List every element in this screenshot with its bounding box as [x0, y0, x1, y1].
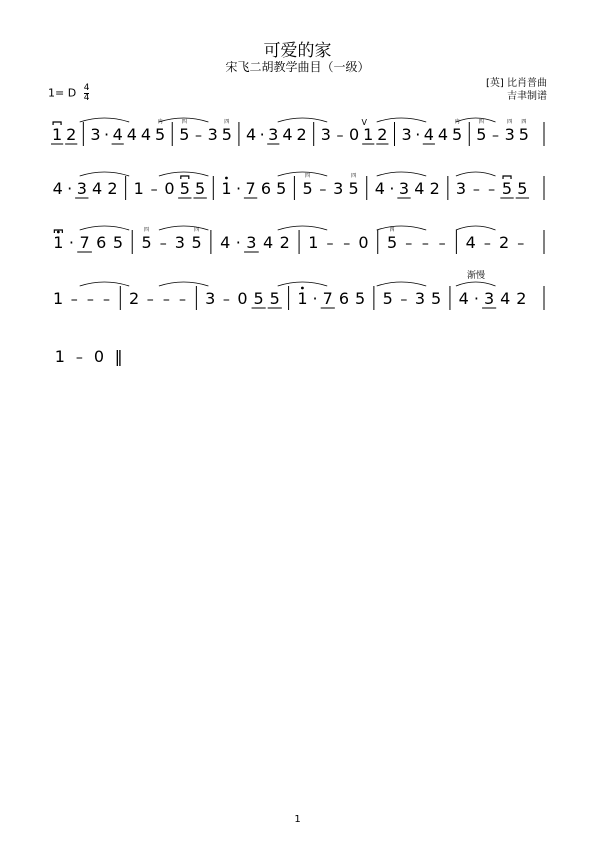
- staff-svg: [50, 116, 545, 156]
- note: 5: [269, 289, 280, 308]
- note: 2: [107, 179, 118, 198]
- slur: [377, 226, 427, 230]
- string-mark: 四: [194, 227, 200, 233]
- slur: [80, 282, 130, 286]
- note: 5: [253, 289, 264, 308]
- string-mark: 四: [389, 227, 395, 233]
- dash-extension: –: [75, 350, 83, 366]
- slur: [159, 172, 209, 176]
- dash-extension: –: [179, 292, 187, 308]
- staff-line-3: [50, 224, 545, 264]
- note: 1: [221, 179, 232, 198]
- staff-svg: [50, 338, 545, 378]
- note: 7: [245, 179, 256, 198]
- dot-extension: ·: [415, 125, 421, 144]
- note: 3: [90, 125, 101, 144]
- dash-extension: –: [488, 182, 496, 198]
- staff-line-1: [50, 116, 545, 156]
- song-title: 可爱的家: [263, 41, 332, 61]
- note: 4: [500, 289, 511, 308]
- note: 1: [133, 179, 144, 198]
- note: 4: [414, 179, 425, 198]
- string-mark: 四: [478, 119, 484, 125]
- note: 5: [195, 179, 206, 198]
- slur: [456, 282, 496, 286]
- staff-svg: [50, 224, 545, 264]
- dash-extension: –: [517, 236, 525, 252]
- note: 2: [66, 125, 77, 144]
- note: 4: [458, 289, 469, 308]
- note: 5: [431, 289, 442, 308]
- staff-svg: [50, 170, 545, 210]
- note: 2: [516, 289, 527, 308]
- page-number: 1: [294, 814, 301, 825]
- note: 4: [220, 233, 231, 252]
- note: 5: [141, 233, 152, 252]
- slur: [278, 118, 328, 122]
- slur: [456, 226, 496, 230]
- upbow-mark: V: [361, 118, 367, 127]
- note: 4: [245, 125, 257, 144]
- key-label: 1= D: [48, 86, 77, 100]
- slur: [80, 226, 130, 230]
- note: 5: [155, 125, 166, 144]
- slur: [159, 226, 209, 230]
- time-signature: [84, 84, 90, 103]
- note: 3: [246, 233, 257, 252]
- note: 2: [279, 233, 290, 252]
- note: 7: [322, 289, 333, 308]
- note: 3: [76, 179, 87, 198]
- dash-extension: –: [222, 292, 230, 308]
- note: ‖: [114, 347, 123, 366]
- tempo-annotation: 渐慢: [467, 271, 486, 281]
- dash-extension: –: [159, 236, 167, 252]
- note: 4: [52, 179, 63, 198]
- dot-extension: ·: [104, 125, 110, 144]
- dot-extension: ·: [68, 233, 74, 252]
- dot-extension: ·: [67, 179, 73, 198]
- note: 2: [429, 179, 440, 198]
- note: 5: [501, 179, 513, 198]
- note: 5: [476, 125, 487, 144]
- dash-extension: –: [326, 236, 334, 252]
- slur: [80, 172, 130, 176]
- dash-extension: –: [195, 128, 203, 144]
- dot-extension: ·: [389, 179, 395, 198]
- slur: [377, 282, 427, 286]
- dot-extension: ·: [473, 289, 480, 308]
- high-octave-dot: [301, 287, 304, 290]
- slur: [278, 226, 328, 230]
- note: 3: [414, 289, 426, 308]
- note: 5: [179, 125, 190, 144]
- note: 2: [498, 233, 510, 252]
- note: 4: [374, 179, 385, 198]
- string-mark: 四: [144, 227, 150, 233]
- note: 4: [126, 125, 137, 144]
- string-mark: 四: [351, 173, 357, 179]
- dash-extension: –: [150, 182, 158, 198]
- time-bottom: 4: [83, 93, 90, 103]
- note: 5: [386, 233, 398, 252]
- note: 6: [96, 233, 107, 252]
- staff-line-4: [50, 271, 545, 320]
- note: 4: [262, 233, 274, 252]
- slur: [456, 118, 496, 122]
- dash-extension: –: [86, 292, 94, 308]
- note: 2: [377, 125, 388, 144]
- note: 5: [221, 125, 232, 144]
- note: 5: [276, 179, 287, 198]
- staff-line-2: [50, 170, 545, 210]
- high-octave-dot: [57, 231, 60, 234]
- arranger-credit: 吉聿制谱: [507, 91, 547, 102]
- slur: [80, 118, 130, 122]
- note: 1: [53, 233, 64, 252]
- note: 1: [363, 125, 374, 144]
- note: 2: [129, 289, 140, 308]
- dot-extension: ·: [312, 289, 318, 308]
- high-octave-dot: [225, 177, 228, 180]
- dot-extension: ·: [235, 179, 242, 198]
- note: 0: [237, 289, 248, 308]
- dash-extension: –: [70, 292, 78, 308]
- dot-extension: ·: [235, 233, 241, 252]
- note: 1: [308, 233, 319, 252]
- staff-svg: [50, 271, 545, 320]
- note: 5: [452, 125, 463, 144]
- string-mark: 内: [157, 119, 163, 125]
- note: 4: [465, 233, 476, 252]
- dash-extension: –: [336, 128, 344, 144]
- note: 3: [268, 125, 279, 144]
- note: 3: [504, 125, 515, 144]
- note: 0: [358, 233, 369, 252]
- dash-extension: –: [343, 236, 351, 252]
- note: 1: [51, 125, 63, 144]
- note: 5: [518, 125, 529, 144]
- note: 2: [296, 125, 307, 144]
- dash-extension: –: [400, 292, 408, 308]
- slur: [278, 282, 328, 286]
- staff-line-5: [50, 338, 545, 378]
- note: 4: [112, 125, 123, 144]
- note: 1: [54, 347, 65, 366]
- note: 4: [282, 125, 293, 144]
- note: 0: [93, 347, 105, 366]
- note: 7: [79, 233, 90, 252]
- dash-extension: –: [421, 236, 429, 252]
- note: 3: [398, 179, 410, 198]
- dash-extension: –: [472, 182, 480, 198]
- note: 5: [179, 179, 190, 198]
- note: 3: [401, 125, 412, 144]
- note: 3: [455, 179, 467, 198]
- note: 3: [205, 289, 216, 308]
- note: 1: [52, 289, 64, 308]
- key-signature: [48, 84, 89, 103]
- dot-extension: ·: [259, 125, 265, 144]
- note: 3: [333, 179, 344, 198]
- note: 5: [517, 179, 528, 198]
- string-mark: 四: [181, 119, 187, 125]
- note: 5: [112, 233, 124, 252]
- note: 3: [207, 125, 218, 144]
- slur: [377, 118, 427, 122]
- dash-extension: –: [319, 182, 327, 198]
- slur: [377, 172, 427, 176]
- note: 5: [382, 289, 393, 308]
- string-mark: 内: [454, 119, 460, 125]
- note: 4: [437, 125, 449, 144]
- slur: [456, 172, 496, 176]
- note: 4: [92, 179, 103, 198]
- dash-extension: –: [405, 236, 413, 252]
- slur: [278, 172, 328, 176]
- dash-extension: –: [483, 236, 491, 252]
- string-mark: 四: [521, 119, 527, 125]
- dash-extension: –: [162, 292, 170, 308]
- time-top: 4: [83, 83, 90, 93]
- string-mark: 四: [224, 119, 230, 125]
- note: 3: [484, 289, 495, 308]
- note: 3: [320, 125, 331, 144]
- note: 6: [338, 289, 350, 308]
- note: 3: [174, 233, 185, 252]
- note: 1: [297, 289, 308, 308]
- dash-extension: –: [492, 128, 500, 144]
- note: 5: [302, 179, 313, 198]
- string-mark: 四: [305, 173, 311, 179]
- string-mark: 四: [507, 119, 513, 125]
- note: 6: [260, 179, 272, 198]
- composer-credit: [英] 比肖普曲: [486, 78, 547, 89]
- dash-extension: –: [102, 292, 110, 308]
- note: 0: [164, 179, 175, 198]
- note: 4: [140, 125, 152, 144]
- note: 5: [354, 289, 366, 308]
- note: 5: [191, 233, 202, 252]
- note: 4: [423, 125, 434, 144]
- dash-extension: –: [146, 292, 154, 308]
- song-subtitle: 宋飞二胡教学曲目（一级）: [225, 60, 370, 74]
- note: 5: [348, 179, 359, 198]
- dash-extension: –: [438, 236, 446, 252]
- note: 0: [349, 125, 360, 144]
- slur: [159, 282, 209, 286]
